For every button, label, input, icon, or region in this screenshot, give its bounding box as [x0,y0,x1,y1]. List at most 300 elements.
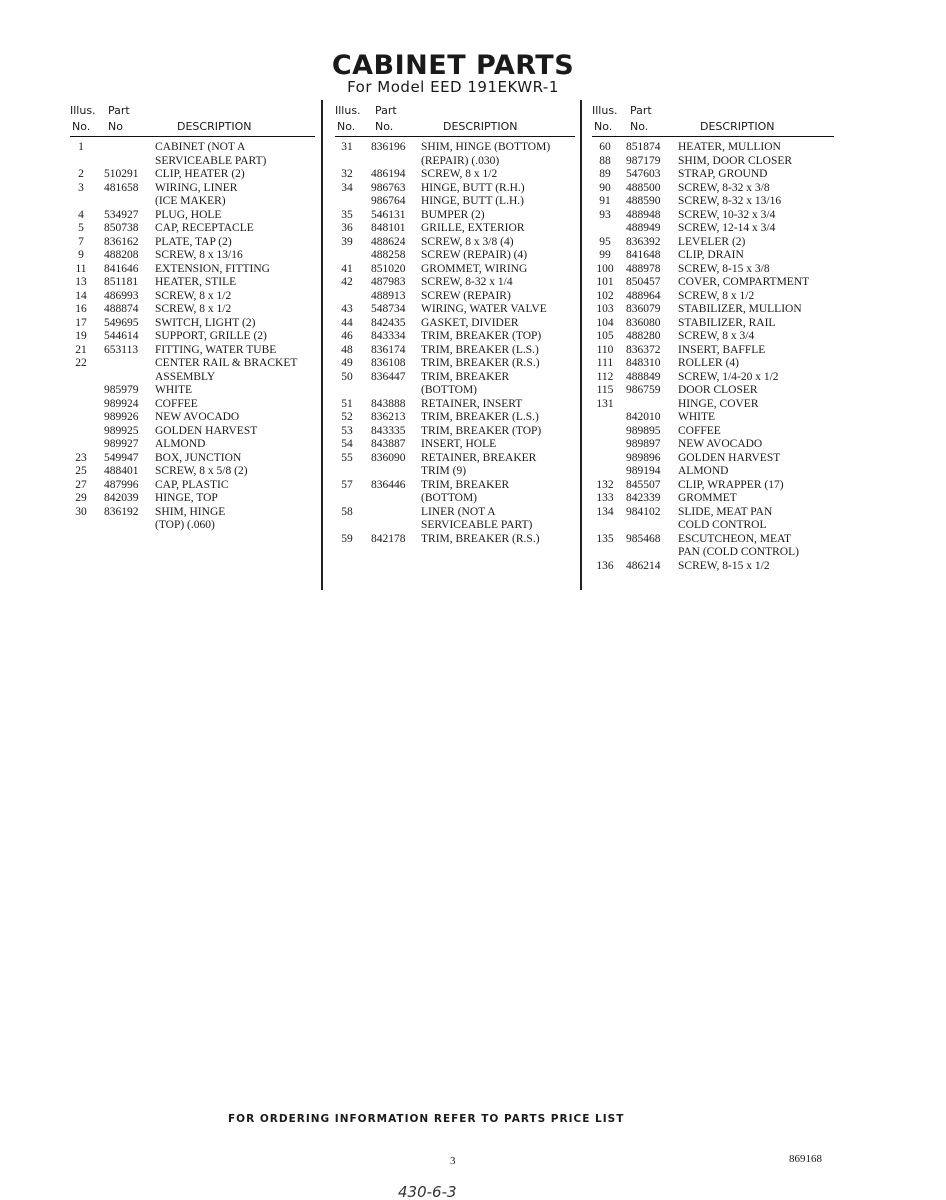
part-description: COLD CONTROL [678,519,767,531]
illus-number: 95 [599,235,611,248]
part-number: 845507 [626,478,661,491]
part-number: 488949 [626,222,661,234]
table-row [592,411,834,425]
part-description: SUPPORT, GRILLE (2) [155,330,267,342]
part-description: SCREW, 8 x 1/2 [155,289,232,302]
part-number: 488964 [626,289,661,302]
illus-number: 90 [599,181,611,194]
illus-number: 102 [596,289,614,302]
illus-number: 58 [341,505,353,518]
column-divider [321,100,323,590]
illus-number: 131 [596,397,614,410]
illus-number: 25 [75,465,87,477]
part-description: SHIM, DOOR CLOSER [678,154,793,167]
document-number: 869168 [789,1153,822,1165]
illus-number: 5 [78,222,84,234]
part-description: PLUG, HOLE [155,208,222,221]
column-header [592,102,834,137]
page-title: CABINET PARTS [331,50,575,81]
table-row [335,438,575,452]
part-number: 486214 [626,559,661,572]
part-description: NEW AVOCADO [678,438,763,450]
part-number: 488913 [371,289,406,302]
part-number: 842435 [371,316,406,329]
part-description: SLIDE, MEAT PAN [678,505,773,518]
table-row [335,168,575,182]
part-description: TRIM, BREAKER (R.S.) [421,357,540,369]
illus-number: 31 [341,141,353,153]
part-no-label: No. [375,120,394,133]
table-row [70,303,315,317]
table-row [592,357,834,371]
part-number: 842039 [104,492,139,504]
description-label: DESCRIPTION [443,120,518,133]
table-row [592,209,834,223]
part-description: HINGE, COVER [678,397,759,410]
table-row [592,479,834,493]
illus-number: 22 [75,357,87,369]
illus-label: Illus. [70,104,96,117]
illus-number: 51 [341,397,353,410]
table-row [592,546,834,560]
part-number: 842178 [371,532,406,545]
illus-number: 16 [75,303,87,315]
part-description: TRIM, BREAKER (L.S.) [421,343,539,356]
table-row [335,303,575,317]
table-row [70,330,315,344]
part-description: TRIM, BREAKER (TOP) [421,424,542,437]
part-number: 836196 [371,141,406,153]
table-row [335,533,575,547]
illus-number: 32 [341,168,353,180]
no-label: No. [72,120,91,133]
illus-number: 11 [75,262,87,275]
part-number: 836372 [626,343,661,356]
illus-number: 46 [341,330,353,342]
part-number: 488624 [371,235,406,248]
table-row [592,384,834,398]
part-number: 653113 [104,343,139,356]
illus-number: 111 [596,357,614,369]
part-number: 986763 [371,181,406,194]
illus-number: 13 [75,276,87,288]
part-number: 836079 [626,303,661,315]
table-row [592,290,834,304]
illus-number: 99 [599,249,611,261]
part-description: GROMMET, WIRING [421,262,528,275]
part-description: SCREW, 8 x 3/4 [678,330,755,342]
part-number: 836213 [371,411,406,423]
part-number: 989927 [104,438,139,450]
part-description: DOOR CLOSER [678,384,758,396]
table-row [335,465,575,479]
table-row [335,398,575,412]
table-row [592,276,834,290]
part-description: PLATE, TAP (2) [155,235,232,248]
part-number: 510291 [104,168,139,180]
illus-number: 91 [599,195,611,207]
table-row [592,303,834,317]
table-row [592,155,834,169]
part-description: CABINET (NOT A [155,141,246,153]
table-row [592,452,834,466]
table-row [592,398,834,412]
table-row [335,290,575,304]
part-number: 984102 [626,505,661,518]
table-row [70,506,315,520]
part-number: 848101 [371,222,406,234]
illus-number: 42 [341,276,353,288]
table-row [70,357,315,371]
table-row [592,492,834,506]
part-number: 547603 [626,168,661,180]
table-row [335,479,575,493]
table-row [592,168,834,182]
part-number: 548734 [371,303,406,315]
part-number: 989925 [104,424,139,437]
part-description: ESCUTCHEON, MEAT [678,532,792,545]
part-description: CLIP, WRAPPER (17) [678,478,784,491]
part-description: (TOP) (.060) [155,519,215,531]
part-number: 851020 [371,262,406,275]
illus-number: 53 [341,424,353,437]
table-row [70,141,315,155]
table-row [335,195,575,209]
part-description: GOLDEN HARVEST [155,424,258,437]
table-row [335,357,575,371]
table-row [70,209,315,223]
part-number: 546131 [371,208,406,221]
table-row [70,195,315,209]
part-description: (BOTTOM) [421,384,478,396]
part-description: LEVELER (2) [678,235,746,248]
table-row [70,290,315,304]
part-description: WIRING, WATER VALVE [421,303,547,315]
table-row [335,222,575,236]
table-row [335,249,575,263]
illus-number: 44 [341,316,353,329]
illus-number: 89 [599,168,611,180]
description-label: DESCRIPTION [700,120,775,133]
ordering-note: FOR ORDERING INFORMATION REFER TO PARTS PRICE LIST [228,1113,625,1125]
part-number: 850738 [104,222,139,234]
part-number: 986759 [626,384,661,396]
table-row [70,222,315,236]
handwritten-note: 430-6-3 [398,1183,457,1200]
table-row [592,317,834,331]
part-description: SHIM, HINGE (BOTTOM) [421,141,551,153]
table-row [335,263,575,277]
part-description: SWITCH, LIGHT (2) [155,316,256,329]
part-description: SHIM, HINGE [155,505,226,518]
part-number: 836090 [371,451,406,464]
part-number: 488948 [626,208,661,221]
illus-number: 21 [75,343,87,356]
part-number: 989194 [626,465,661,477]
table-row [70,398,315,412]
part-description: SCREW, 8-32 x 1/4 [421,276,513,288]
part-description: ASSEMBLY [155,370,216,383]
table-row [592,249,834,263]
table-row [70,411,315,425]
part-number: 843335 [371,424,406,437]
illus-number: 48 [341,343,353,356]
part-number: 989926 [104,411,139,423]
part-description: BOX, JUNCTION [155,451,242,464]
illus-number: 1 [78,141,84,153]
part-description: CAP, PLASTIC [155,478,229,491]
illus-number: 4 [78,208,84,221]
part-number: 989897 [626,438,661,450]
illus-number: 54 [341,438,353,450]
part-label: Part [630,104,652,117]
part-description: HEATER, STILE [155,276,237,288]
part-number: 836108 [371,357,406,369]
part-description: SCREW, 8 x 1/2 [678,289,755,302]
part-number: 985468 [626,532,661,545]
part-description: SCREW (REPAIR) (4) [421,249,528,261]
part-description: SERVICEABLE PART) [421,519,533,531]
table-row [70,249,315,263]
no-label: No. [594,120,613,133]
illus-label: Illus. [335,104,361,117]
part-description: INSERT, BAFFLE [678,343,766,356]
part-description: WHITE [678,411,716,423]
part-description: SCREW, 8 x 1/2 [155,303,232,315]
parts-column-1 [70,102,315,533]
table-row [70,452,315,466]
table-row [335,452,575,466]
part-number: 848310 [626,357,661,369]
illus-label: Illus. [592,104,618,117]
table-row [335,492,575,506]
illus-number: 2 [78,168,84,180]
part-number: 488874 [104,303,139,315]
parts-column-2 [335,102,575,546]
table-row [70,371,315,385]
illus-number: 115 [596,384,614,396]
table-row [335,411,575,425]
illus-number: 101 [596,276,614,288]
part-number: 488401 [104,465,139,477]
part-description: COFFEE [155,397,198,410]
illus-number: 7 [78,235,84,248]
part-number: 843887 [371,438,406,450]
model-subtitle: For Model EED 191EKWR-1 [347,78,559,96]
part-description: GRILLE, EXTERIOR [421,222,525,234]
part-description: SCREW, 12-14 x 3/4 [678,222,776,234]
illus-number: 23 [75,451,87,464]
part-description: LINER (NOT A [421,505,496,518]
part-no-label: No. [630,120,649,133]
part-description: STRAP, GROUND [678,168,768,180]
part-description: HEATER, MULLION [678,141,781,153]
table-row [335,155,575,169]
part-description: TRIM, BREAKER (TOP) [421,330,542,342]
part-number: 836446 [371,478,406,491]
part-number: 989924 [104,397,139,410]
table-row [592,222,834,236]
table-row [335,317,575,331]
part-description: TRIM, BREAKER (R.S.) [421,532,540,545]
page-number: 3 [450,1155,456,1167]
table-row [70,465,315,479]
illus-number: 55 [341,451,353,464]
part-number: 989896 [626,451,661,464]
part-description: SCREW, 8 x 5/8 (2) [155,465,248,477]
part-description: SCREW, 8 x 13/16 [155,249,243,261]
part-description: CLIP, DRAIN [678,249,744,261]
table-row [592,195,834,209]
part-number: 488590 [626,195,661,207]
part-description: SCREW, 1/4-20 x 1/2 [678,370,779,383]
table-row [592,506,834,520]
illus-number: 30 [75,505,87,518]
part-description: (BOTTOM) [421,492,478,504]
part-description: ROLLER (4) [678,357,740,369]
part-description: WHITE [155,384,193,396]
part-number: 989895 [626,424,661,437]
part-description: COFFEE [678,424,721,437]
part-description: TRIM, BREAKER (L.S.) [421,411,539,423]
part-description: INSERT, HOLE [421,438,497,450]
part-description: COVER, COMPARTMENT [678,276,810,288]
part-description: SCREW (REPAIR) [421,289,511,302]
illus-number: 35 [341,208,353,221]
table-row [592,465,834,479]
table-row [335,330,575,344]
part-description: EXTENSION, FITTING [155,262,270,275]
part-number: 842339 [626,492,661,504]
illus-number: 133 [596,492,614,504]
part-number: 836162 [104,235,139,248]
table-row [335,371,575,385]
table-row [335,236,575,250]
table-row [335,519,575,533]
part-description: (ICE MAKER) [155,195,226,207]
table-row [592,371,834,385]
part-no-label: No [108,120,123,133]
part-number: 486993 [104,289,139,302]
illus-number: 60 [599,141,611,153]
part-description: SCREW, 8 x 3/8 (4) [421,235,514,248]
illus-number: 57 [341,478,353,491]
part-description: SCREW, 8-15 x 1/2 [678,559,770,572]
part-number: 488978 [626,262,661,275]
table-row [70,438,315,452]
table-row [592,344,834,358]
illus-number: 100 [596,262,614,275]
illus-number: 110 [596,343,614,356]
illus-number: 39 [341,235,353,248]
part-number: 487983 [371,276,406,288]
parts-column-3 [592,102,834,573]
table-row [70,492,315,506]
table-row [335,344,575,358]
part-description: GASKET, DIVIDER [421,316,519,329]
part-description: SCREW, 10-32 x 3/4 [678,208,776,221]
part-number: 836080 [626,316,661,329]
part-number: 985979 [104,384,139,396]
table-row [592,182,834,196]
table-row [70,344,315,358]
column-header [70,102,315,137]
part-description: SCREW, 8 x 1/2 [421,168,498,180]
illus-number: 136 [596,559,614,572]
description-label: DESCRIPTION [177,120,252,133]
illus-number: 105 [596,330,614,342]
table-row [70,155,315,169]
part-number: 986764 [371,195,406,207]
table-row [70,236,315,250]
table-row [70,425,315,439]
illus-number: 112 [596,370,614,383]
table-row [70,317,315,331]
table-row [592,519,834,533]
part-number: 481658 [104,181,139,194]
part-number: 843334 [371,330,406,342]
illus-number: 103 [596,303,614,315]
part-description: WIRING, LINER [155,181,238,194]
illus-number: 27 [75,478,87,491]
part-number: 488208 [104,249,139,261]
illus-number: 29 [75,492,87,504]
table-row [592,236,834,250]
part-number: 842010 [626,411,661,423]
table-row [335,209,575,223]
illus-number: 3 [78,181,84,194]
part-number: 987179 [626,154,661,167]
table-row [592,141,834,155]
illus-number: 134 [596,505,614,518]
table-row [70,263,315,277]
part-description: GOLDEN HARVEST [678,451,781,464]
part-number: 836174 [371,343,406,356]
table-row [335,276,575,290]
illus-number: 104 [596,316,614,329]
illus-number: 93 [599,208,611,221]
illus-number: 36 [341,222,353,234]
column-divider [580,100,582,590]
part-description: TRIM, BREAKER [421,370,510,383]
part-number: 488258 [371,249,406,261]
part-description: (REPAIR) (.030) [421,154,500,167]
table-row [592,263,834,277]
part-number: 488849 [626,370,661,383]
part-description: STABILIZER, MULLION [678,303,802,315]
table-row [70,182,315,196]
part-description: HINGE, BUTT (R.H.) [421,181,525,194]
illus-number: 17 [75,316,87,329]
part-description: RETAINER, INSERT [421,397,523,410]
illus-number: 9 [78,249,84,261]
illus-number: 41 [341,262,353,275]
part-number: 549947 [104,451,139,464]
part-description: RETAINER, BREAKER [421,451,537,464]
part-description: CLIP, HEATER (2) [155,168,245,180]
table-row [592,438,834,452]
part-description: CENTER RAIL & BRACKET [155,357,298,369]
table-row [70,479,315,493]
illus-number: 19 [75,330,87,342]
part-number: 487996 [104,478,139,491]
part-number: 841646 [104,262,139,275]
part-description: PAN (COLD CONTROL) [678,546,799,558]
part-description: FITTING, WATER TUBE [155,343,277,356]
table-row [592,425,834,439]
illus-number: 49 [341,357,353,369]
part-number: 851181 [104,276,139,288]
